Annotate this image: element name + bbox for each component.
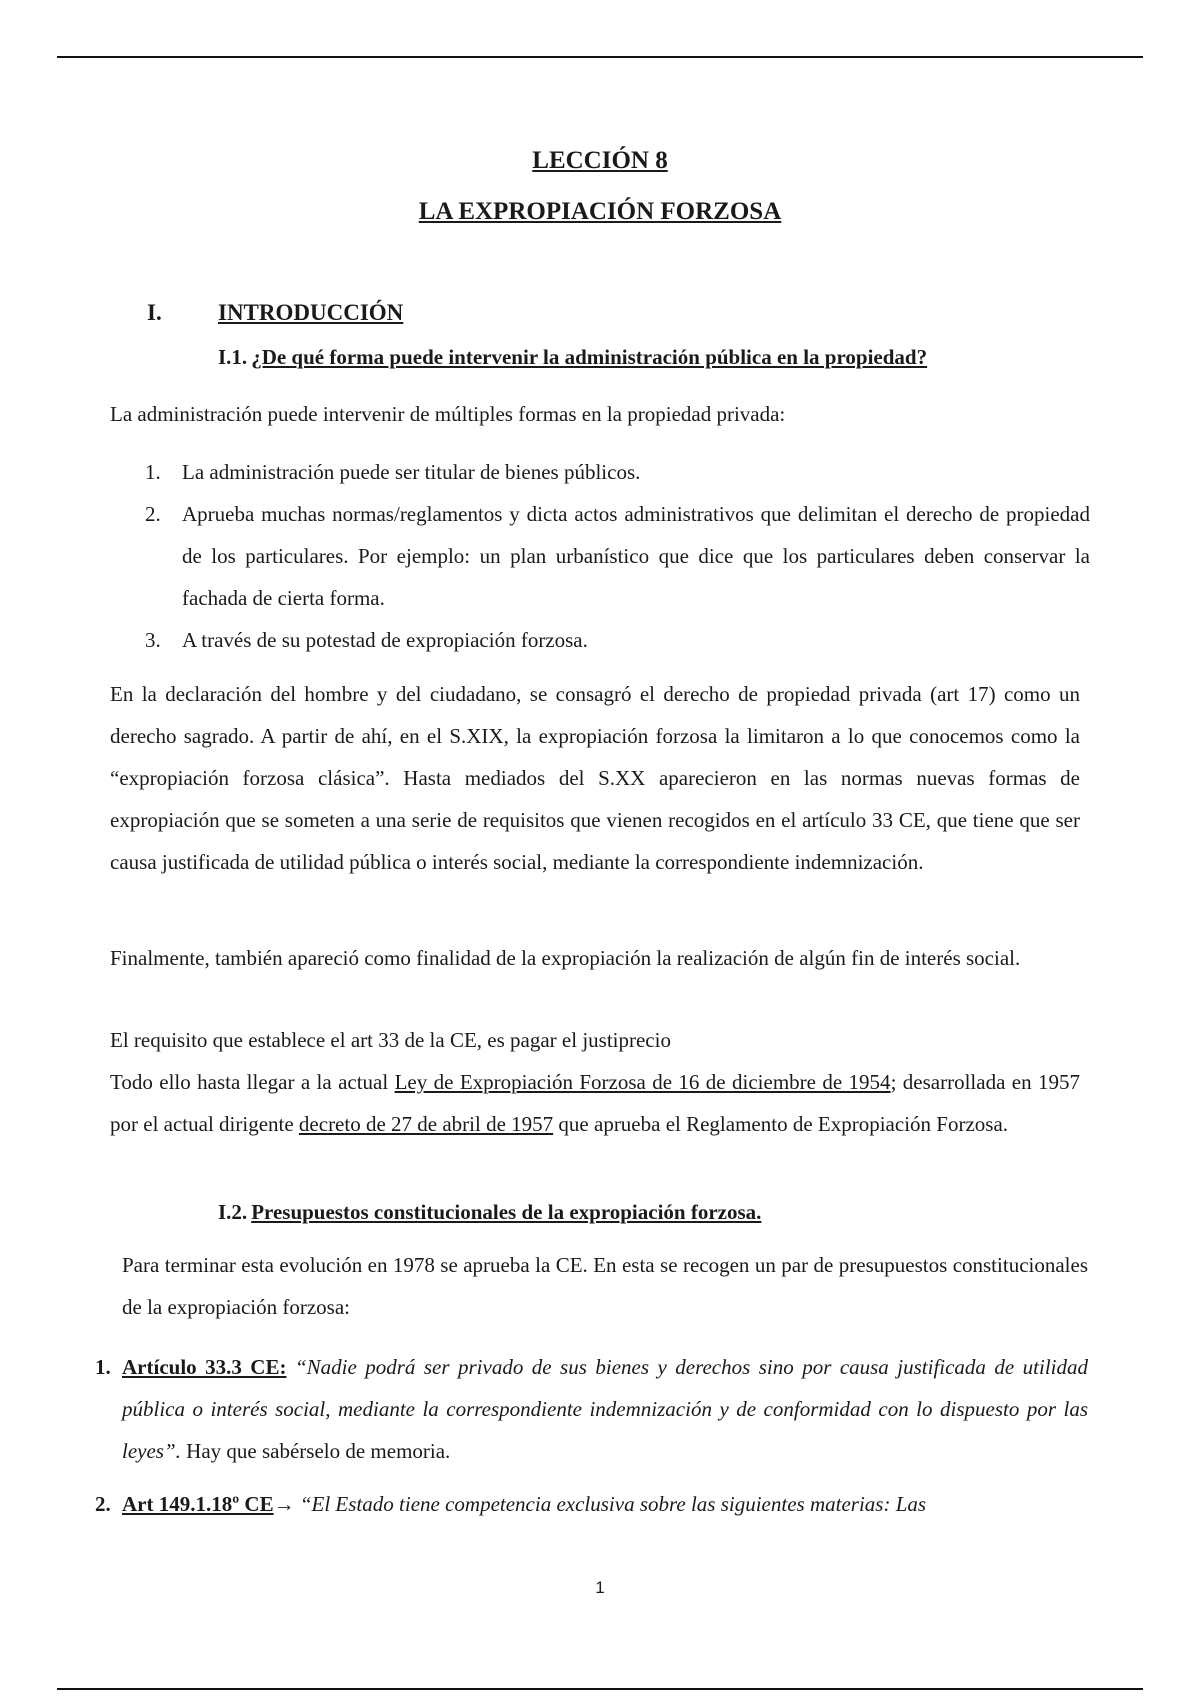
list-marker: 3. [145, 628, 161, 652]
article-reference: Artículo 33.3 CE: [122, 1355, 287, 1379]
article-item [0, 1346, 1088, 1472]
list-marker: 2. [145, 502, 161, 526]
subsection-number: I.2. [218, 1200, 248, 1224]
law-text-3: que aprueba el Reglamento de Expropiación Forzosa. [553, 1112, 1009, 1136]
law-paragraph [110, 1061, 1080, 1145]
article-reference: Art 149.1.18º CE [122, 1492, 274, 1516]
section-heading [147, 300, 403, 326]
law-text-1: Todo ello hasta llegar a la actual [110, 1070, 395, 1094]
page-number: 1 [595, 1578, 605, 1597]
list-item [0, 493, 1090, 619]
lesson-number: LECCIÓN 8 [532, 147, 668, 174]
subsection-number: I.1. [218, 345, 248, 369]
header-rule [57, 56, 1143, 58]
list-item-text: Aprueba muchas normas/reglamentos y dicta actos administrativos que delimitan el derecho de propiedad de los particulares. Por ejemplo: un plan urbanístico que dice que los particulares deben conservar la fachada de cierta forma. [182, 502, 1090, 610]
subsection-heading-1 [218, 345, 927, 370]
list-item [0, 451, 1090, 493]
intro-paragraph: La administración puede intervenir de múltiples formas en la propiedad privada: [110, 402, 786, 426]
list-marker: 1. [95, 1355, 111, 1379]
subsection-title: Presupuestos constitucionales de la expropiación forzosa. [251, 1200, 762, 1224]
law-reference: Ley de Expropiación Forzosa de 16 de diciembre de 1954 [394, 1070, 891, 1094]
article-quote: “Nadie podrá ser privado de sus bienes y derechos sino por causa justificada de utilidad pública o interés social, mediante la correspondiente indemnización y de conformidad con lo dispuesto por las leyes”. [122, 1355, 1089, 1463]
section-title: INTRODUCCIÓN [218, 300, 404, 325]
declaration-paragraph: En la declaración del hombre y del ciudadano, se consagró el derecho de propiedad privada (art 17) como un derecho sagrado. A partir de ahí, en el S.XIX, la expropiación forzosa la limitaron a lo que conocemos como la “expropiación forzosa clásica”. Hasta mediados del S.XX aparecieron en las normas nuevas formas de expropiación que se someten a una serie de requisitos que vienen recogidos en el artículo 33 CE, que tiene que ser causa justificada de utilidad pública o interés social, mediante la correspondiente indemnización. [110, 682, 1080, 874]
articles-list [0, 1346, 1200, 1536]
article-separator: → [273, 1492, 300, 1516]
list-item-text: A través de su potestad de expropiación forzosa. [182, 628, 588, 652]
list-item-text: La administración puede ser titular de bienes públicos. [182, 460, 641, 484]
final-paragraph: Finalmente, también apareció como finalidad de la expropiación la realización de algún fin de interés social. [110, 946, 1021, 970]
article-quote: “El Estado tiene competencia exclusiva sobre las siguientes materias: Las [299, 1492, 927, 1516]
law-text-2: ; desarrollada en 1957 por el actual dirigente [110, 1070, 1080, 1136]
footer-rule [57, 1688, 1143, 1690]
requirement-paragraph: El requisito que establece el art 33 de la CE, es pagar el justiprecio [110, 1028, 671, 1052]
list-marker: 1. [145, 460, 161, 484]
article-note: Hay que sabérselo de memoria. [180, 1439, 451, 1463]
article-item [0, 1483, 1088, 1525]
subsection-title: ¿De qué forma puede intervenir la administración pública en la propiedad? [251, 345, 928, 369]
section-number: I. [147, 300, 162, 325]
article-separator [286, 1355, 294, 1379]
constitution-paragraph: Para terminar esta evolución en 1978 se aprueba la CE. En esta se recogen un par de presupuestos constitucionales de la expropiación forzosa: [122, 1253, 1088, 1319]
list-marker: 2. [95, 1492, 111, 1516]
decree-reference: decreto de 27 de abril de 1957 [298, 1112, 554, 1136]
page-title: LA EXPROPIACIÓN FORZOSA [418, 198, 782, 225]
intervention-list [0, 451, 1200, 661]
list-item [0, 619, 1090, 661]
subsection-heading-2 [218, 1200, 761, 1225]
